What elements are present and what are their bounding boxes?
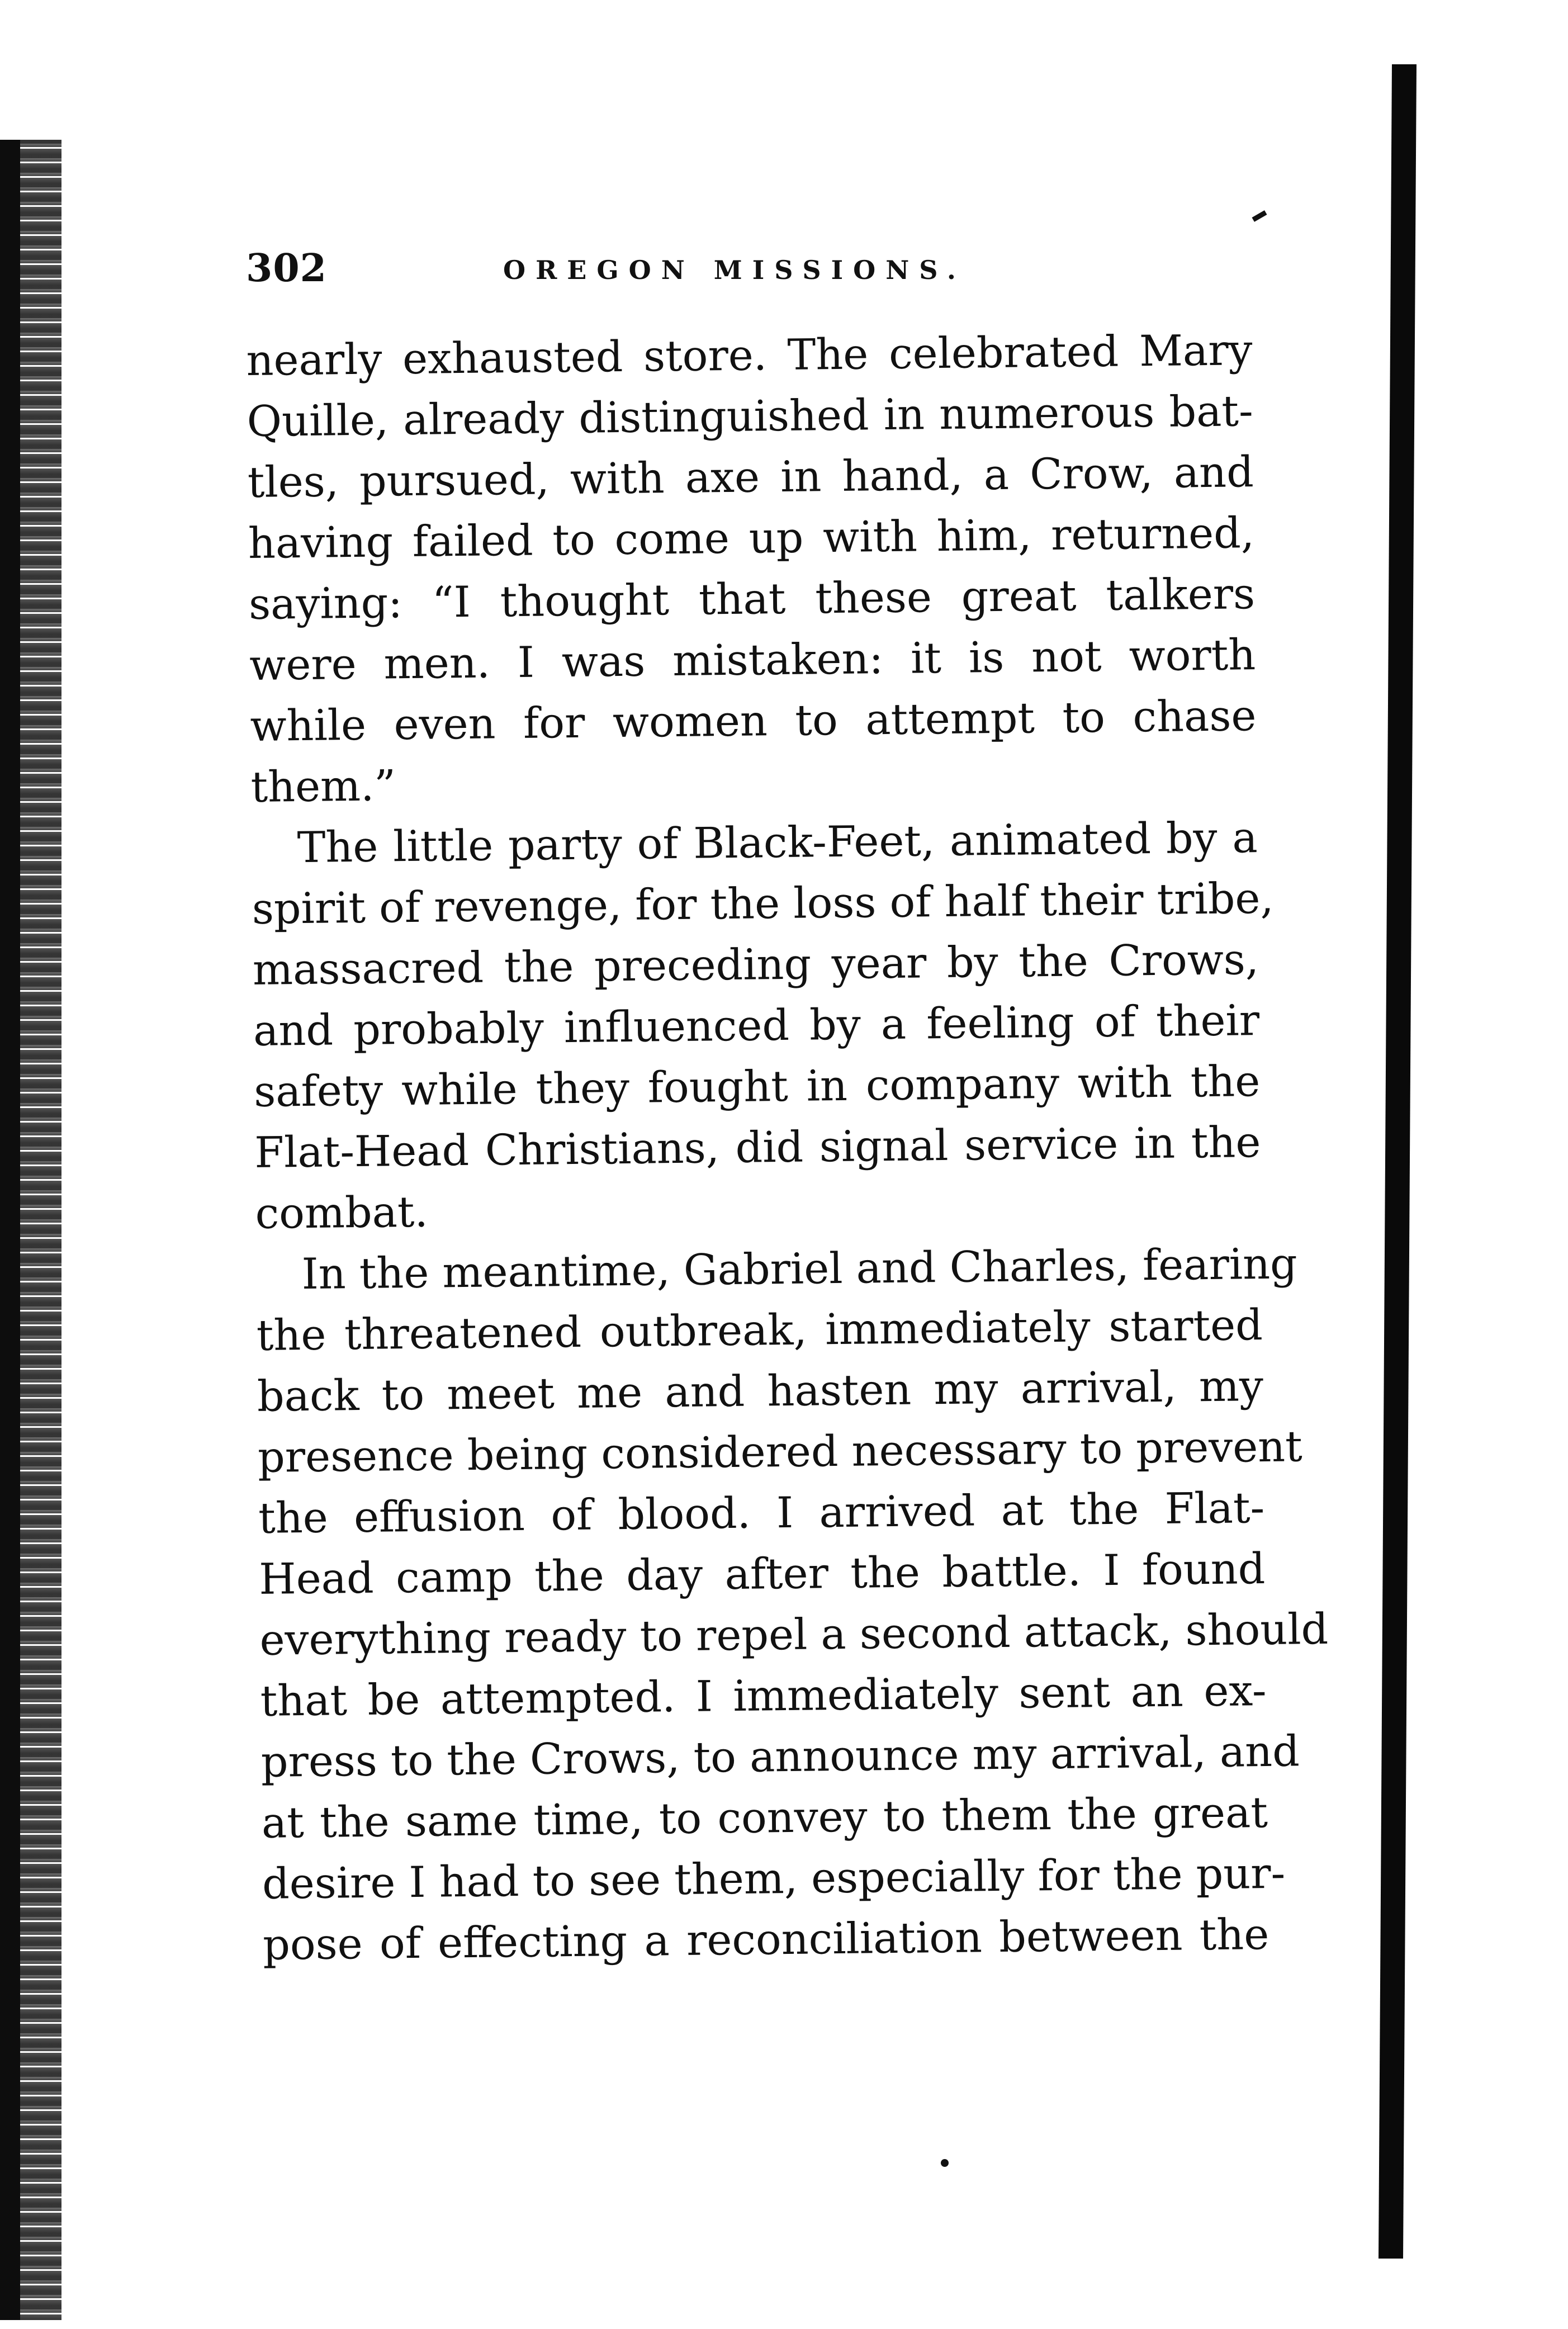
text-line: Quille, already distinguished in numerous bat- (247, 386, 1254, 446)
text-line: while even for women to attempt to chase (249, 690, 1257, 751)
text-line: saying: “I thought that these great talkers (248, 569, 1256, 629)
page-edge-rule (1378, 64, 1417, 2259)
text-line: spirit of revenge, for the loss of half their tribe, (252, 873, 1275, 934)
text-line: the threatened outbreak, immediately started (256, 1300, 1263, 1360)
text-line: having failed to come up with him, returned, (248, 508, 1255, 568)
text-line: presence being considered necessary to prevent (257, 1421, 1303, 1482)
text-line: at the same time, to convey to them the great (261, 1787, 1268, 1848)
paragraph-1 (246, 319, 1257, 817)
text-line: desire I had to see them, especially for the pur- (262, 1848, 1286, 1909)
text-line: everything ready to repel a second attack, should (259, 1603, 1329, 1665)
text-line: that be attempted. I immediately sent an ex- (260, 1665, 1267, 1726)
text-line: and probably influenced by a feeling of their (253, 995, 1260, 1055)
text-line: safety while they fought in company with the (253, 1056, 1261, 1116)
ink-dot (941, 2159, 949, 2167)
text-line: The little party of Black-Feet, animated by a (297, 812, 1258, 873)
paragraph-3 (255, 1233, 1329, 1975)
text-line: Flat-Head Christians, did signal service in the (254, 1117, 1261, 1177)
paragraph-2 (251, 807, 1275, 1244)
running-head: OREGON MISSIONS. (503, 255, 966, 285)
page-header (246, 246, 1252, 307)
ink-mark (1252, 210, 1267, 222)
page-number: 302 (246, 246, 327, 291)
text-line: them.” (250, 760, 396, 812)
text-line: Head camp the day after the battle. I found (258, 1544, 1266, 1604)
text-line: In the meantime, Gabriel and Charles, fearing (301, 1238, 1298, 1299)
text-line: back to meet me and hasten my arrival, my (257, 1361, 1264, 1421)
text-line: nearly exhausted store. The celebrated Mary (246, 325, 1253, 385)
text-line: massacred the preceding year by the Crows, (252, 934, 1259, 995)
text-line: pose of effecting a reconciliation between the (262, 1909, 1269, 1970)
scan-binding-shadow (0, 140, 20, 2320)
text-line: the effusion of blood. I arrived at the Flat- (258, 1483, 1265, 1543)
text-line: combat. (255, 1186, 429, 1238)
text-line: tles, pursued, with axe in hand, a Crow, and (247, 447, 1254, 507)
text-line: press to the Crows, to announce my arrival, and (260, 1726, 1300, 1787)
body-text (246, 319, 1329, 1975)
text-line: were men. I was mistaken: it is not worth (249, 629, 1256, 690)
